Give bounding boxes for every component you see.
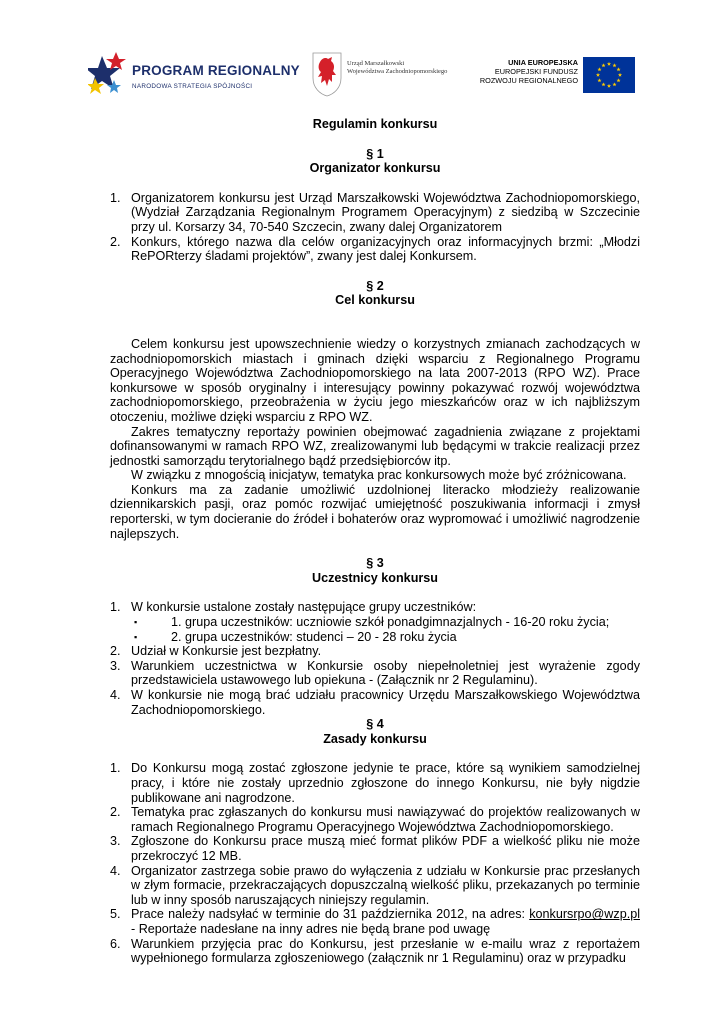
section-1-title: Organizator konkursu [309,161,441,176]
section-2-title: Cel konkursu [335,293,415,308]
office-name-line2: Województwa Zachodniopomorskiego [347,68,448,75]
list-item: 2. Udział w Konkursie jest bezpłatny. [110,644,322,659]
eu-fund-logo [478,55,638,103]
paragraph: Celem konkursu jest upowszechnienie wiedzy o korzystnych zmianach zachodzących w zachodniopomorskich miastach i gminach dzięki wsparciu z Regionalnego Programu Operacyjnego Województwa Zachodniopomorskiego na lata 2007-2013 (RPO WZ). Prace konkursowe w sposób oryginalny i interesujący powinny pokazywać rozwój województwa zachodniopomorskiego, przeobrażenia w życiu jego mieszkańców oraz w ich najbliższym otoczeniu, możliwe dzięki wsparciu z RPO WZ. [110,336,640,424]
paragraph: Zakres tematyczny reportaży powinien obejmować zagadnienia związane z projektami dofinansowanymi w ramach RPO WZ, zrealizowanymi lub będącymi w trakcie realizacji przez jednostki samorządu terytorialnego bądź przedsiębiorców itp. [110,424,640,468]
section-4-number: § 4 [366,717,384,732]
list-item: 6. Warunkiem przyjęcia prac do Konkursu, jest przesłanie w e-mailu wraz z reportażem wypełnionego formularza zgłoszeniowego (załącznik nr 1 Regulaminu) oraz w przypadku [110,936,640,966]
section-2-number: § 2 [366,278,384,293]
list-item: 4. W konkursie nie mogą brać udziału pracownicy Urzędu Marszałkowskiego Województwa Zachodniopomorskiego. [110,688,640,717]
paragraph: W związku z mnogością inicjatyw, tematyka prac konkursowych może być zróżnicowana. [131,468,627,483]
list-item: 3. Zgłoszone do Konkursu prace muszą mieć format plików PDF a wielkość pliku nie może przekroczyć 12 MB. [110,834,640,863]
list-item: 1. Do Konkursu mogą zostać zgłoszone jedynie te prace, które są wynikiem samodzielnej pracy, i które nie zostały uprzednio zgłoszone do innego Konkursu, nie były nigdzie publikowane ani nagrodzone. [110,761,640,805]
program-regionalny-star-icon [88,50,128,102]
eu-flag-icon [583,57,635,93]
header-logos [0,0,724,110]
list-item: 1. Organizatorem konkursu jest Urząd Marszałkowski Województwa Zachodniopomorskiego, (Wydział Zarządzania Regionalnym Programem Operacyjnym) z siedzibą w Szczecinie przy ul. Korsarzy 34, 70-540 Szczecin, zwany dalej Organizatorem [110,190,640,234]
list-item: 3. Warunkiem uczestnictwa w Konkursie osoby niepełnoletniej jest wyrażenie zgody przedstawiciela ustawowego lub opiekuna - (Załącznik nr 2 Regulaminu). [110,658,640,688]
section-4-title: Zasady konkursu [323,731,427,746]
list-item: 4. Organizator zastrzega sobie prawo do wyłączenia z udziału w Konkursie prac przesłanych w złym formacie, przekraczających dopuszczalną wielkość pliku, przekazanych po terminie lub w inny sposób naruszających niniejszy regulamin. [110,863,640,907]
list-item: 2. Tematyka prac zgłaszanych do konkursu musi nawiązywać do projektów realizowanych w ramach Regionalnego Programu Operacyjnego Województwa Zachodniopomorskiego. [110,805,640,834]
section-3-list [110,600,640,717]
list-item: 1. W konkursie ustalone zostały następujące grupy uczestników: [110,600,477,615]
section-4-list [110,761,640,965]
contest-email-link[interactable]: konkursrpo@wzp.pl [529,907,640,922]
eu-line1: UNIA EUROPEJSKA [508,58,578,67]
paragraph: Konkurs ma za zadanie umożliwić uzdolnionej literacko młodzieży realizowanie dziennikarskich pasji, oraz pomóc rozwijać umiejętność poszukiwania informacji i zmysł reporterski, w tym docieranie do źródeł i bohaterów oraz wypromować i umożliwić nagrodzenie najlepszych. [110,482,640,541]
list-item: ▪ 1. grupa uczestników: uczniowie szkół ponadgimnazjalnych - 16-20 roku życia; [134,615,610,630]
program-title: PROGRAM REGIONALNY [132,63,300,78]
section-3-title: Uczestnicy konkursu [312,570,438,585]
section-1-list [110,191,640,264]
urzad-marszalkowski-logo [310,50,470,100]
document-title: Regulamin konkursu [312,117,438,131]
list-item: ▪ 2. grupa uczestników: studenci – 20 - 28 roku życia [134,629,457,644]
eu-line2: EUROPEJSKI FUNDUSZ [494,67,578,76]
eu-line3: ROZWOJU REGIONALNEGO [479,76,578,85]
list-item: 5. Prace należy nadsyłać w terminie do 31 października 2012, na adres: konkursrpo@wzp.pl - Reportaże nadesłane na inny adres nie będą brane pod uwagę [110,907,640,936]
office-name-line1: Urząd Marszałkowski [347,60,405,67]
list-item: 2. Konkurs, którego nazwa dla celów organizacyjnych oraz informacyjnych brzmi: „Młodzi RePORterzy śladami projektów”, zwany jest dalej Konkursem. [110,234,640,264]
program-regionalny-logo [88,50,300,102]
section-1-number: § 1 [366,146,384,161]
document-body [110,113,640,966]
griffin-coat-of-arms-icon [310,50,344,98]
program-subtitle: NARODOWA STRATEGIA SPÓJNOŚCI [132,83,253,90]
section-3-number: § 3 [366,556,384,571]
section-2-text [110,337,640,541]
